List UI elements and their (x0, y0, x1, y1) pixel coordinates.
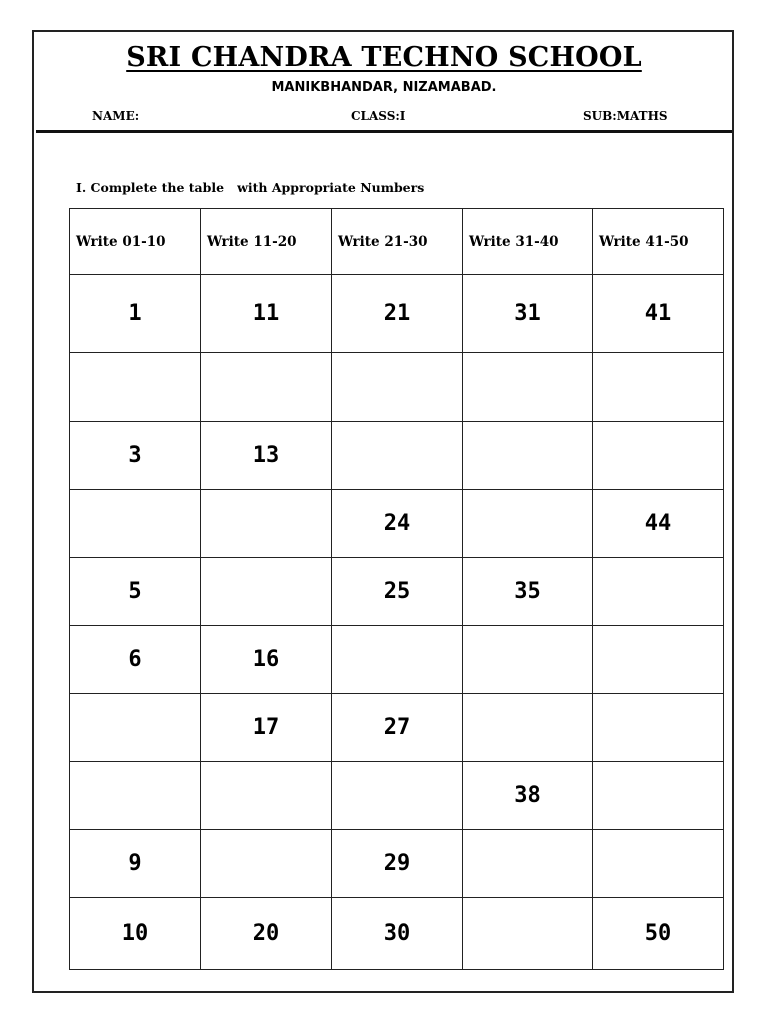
table-cell: 16 (201, 626, 332, 694)
school-address: MANIKBHANDAR, NIZAMABAD. (271, 80, 497, 95)
table-cell: 25 (332, 558, 463, 626)
instruction-text: I. Complete the table with Appropriate Numbers (76, 180, 425, 195)
table-cell (201, 558, 332, 626)
table-cell: 29 (332, 830, 463, 898)
table-cell: 17 (201, 694, 332, 762)
table-cell (593, 422, 724, 490)
table-cell: 6 (70, 626, 201, 694)
table-cell (332, 422, 463, 490)
table-cell (463, 422, 593, 490)
table-cell (463, 353, 593, 422)
table-cell (201, 490, 332, 558)
table-cell: 3 (70, 422, 201, 490)
table-row (70, 762, 724, 830)
table-row (70, 353, 724, 422)
table-cell: 44 (593, 490, 724, 558)
table-cell (332, 626, 463, 694)
column-header: Write 31-40 (463, 209, 593, 275)
table-cell (593, 830, 724, 898)
table-cell (463, 694, 593, 762)
table-cell: 1 (70, 275, 201, 353)
table-row (70, 490, 724, 558)
table-row (70, 694, 724, 762)
school-title: SRI CHANDRA TECHNO SCHOOL (126, 42, 642, 73)
table-cell: 13 (201, 422, 332, 490)
table-cell: 5 (70, 558, 201, 626)
table-cell: 11 (201, 275, 332, 353)
header-divider (36, 130, 732, 133)
table-cell (593, 353, 724, 422)
name-label: NAME: (92, 109, 140, 123)
class-label: CLASS:I (351, 109, 406, 123)
column-header: Write 41-50 (593, 209, 724, 275)
table-cell (201, 830, 332, 898)
table-cell: 21 (332, 275, 463, 353)
table-cell (593, 626, 724, 694)
table-cell: 38 (463, 762, 593, 830)
column-header: Write 21-30 (332, 209, 463, 275)
table-cell: 9 (70, 830, 201, 898)
table-cell (70, 694, 201, 762)
table-cell (201, 762, 332, 830)
column-header: Write 01-10 (70, 209, 201, 275)
table-cell (593, 762, 724, 830)
table-cell: 30 (332, 898, 463, 970)
table-cell (332, 762, 463, 830)
table-cell (70, 762, 201, 830)
table-row (70, 558, 724, 626)
table-cell: 31 (463, 275, 593, 353)
table-row (70, 626, 724, 694)
table-cell (70, 353, 201, 422)
table-cell: 50 (593, 898, 724, 970)
table-cell (463, 490, 593, 558)
table-row (70, 898, 724, 970)
table-row (70, 422, 724, 490)
table-row (70, 275, 724, 353)
table-cell (463, 898, 593, 970)
table-cell (593, 694, 724, 762)
table-cell (463, 830, 593, 898)
table-cell: 41 (593, 275, 724, 353)
table-cell: 24 (332, 490, 463, 558)
column-header: Write 11-20 (201, 209, 332, 275)
number-table (69, 208, 724, 970)
table-cell (201, 353, 332, 422)
table-cell (593, 558, 724, 626)
table-cell (332, 353, 463, 422)
table-header-row (70, 209, 724, 275)
subject-label: SUB:MATHS (583, 109, 668, 123)
table-cell: 35 (463, 558, 593, 626)
table-cell (70, 490, 201, 558)
table-cell: 10 (70, 898, 201, 970)
table-cell: 20 (201, 898, 332, 970)
table-cell (463, 626, 593, 694)
table-row (70, 830, 724, 898)
table-cell: 27 (332, 694, 463, 762)
